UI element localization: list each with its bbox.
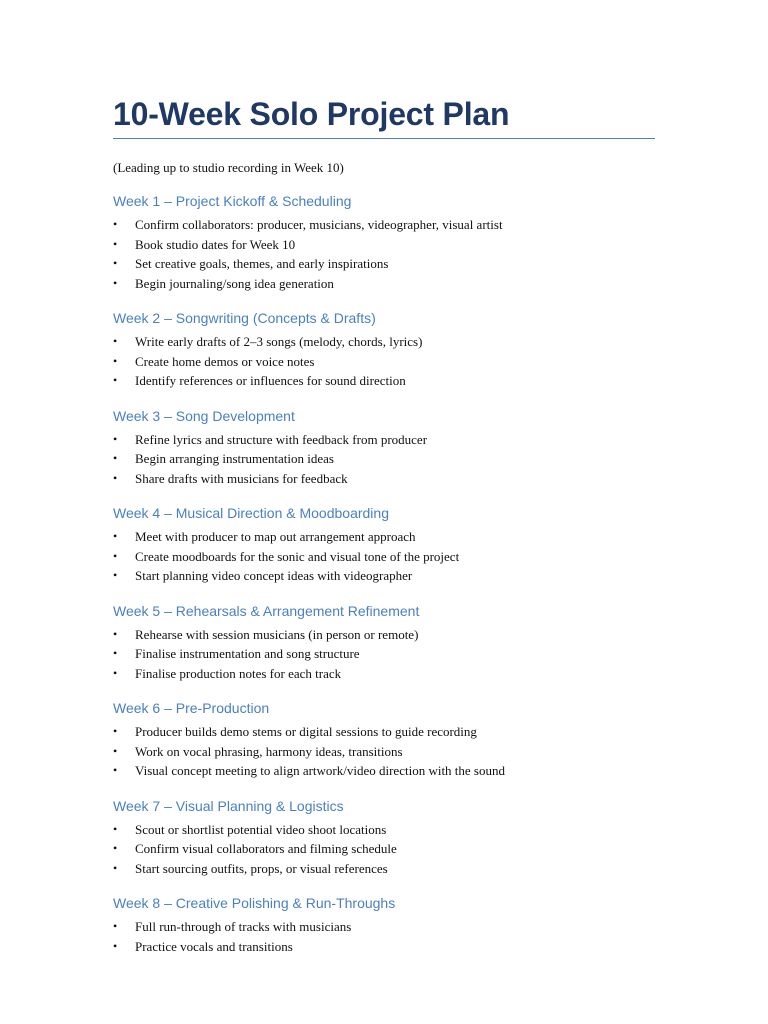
week-heading: Week 5 – Rehearsals & Arrangement Refinement (113, 602, 420, 619)
task-item (113, 235, 655, 255)
task-item (113, 722, 655, 742)
week-section (113, 797, 655, 879)
task-list (113, 430, 655, 489)
week-section (113, 192, 655, 293)
task-item (113, 839, 655, 859)
task-item (113, 937, 655, 957)
task-text: Work on vocal phrasing, harmony ideas, transitions (135, 743, 403, 759)
task-text: Full run-through of tracks with musicians (135, 919, 352, 934)
bullet-icon: • (113, 763, 118, 777)
task-item (113, 371, 655, 391)
task-item (113, 449, 655, 469)
task-item (113, 917, 655, 937)
task-item (113, 254, 655, 274)
bullet-icon: • (113, 256, 118, 270)
bullet-icon: • (113, 860, 118, 875)
bullet-icon: • (113, 743, 118, 758)
bullet-icon: • (113, 373, 118, 387)
bullet-icon: • (113, 724, 118, 738)
week-heading: Week 1 – Project Kickoff & Scheduling (113, 193, 352, 209)
bullet-icon: • (113, 646, 118, 660)
week-section (113, 407, 655, 489)
task-text: Begin arranging instrumentation ideas (135, 451, 334, 466)
weeks-list (113, 192, 655, 956)
document-subtitle: (Leading up to studio recording in Week 10) (113, 160, 344, 175)
bullet-icon: • (113, 938, 118, 953)
bullet-icon: • (113, 431, 118, 446)
task-item (113, 859, 655, 879)
bullet-icon: • (113, 275, 118, 290)
task-text: Begin journaling/song idea generation (135, 275, 334, 291)
bullet-icon: • (113, 821, 118, 836)
task-text: Start sourcing outfits, props, or visual references (135, 860, 388, 876)
task-list (113, 215, 655, 293)
task-list (113, 527, 655, 586)
task-list (113, 722, 655, 781)
task-text: Visual concept meeting to align artwork/video direction with the sound (135, 763, 505, 778)
task-item (113, 215, 655, 235)
task-list (113, 820, 655, 879)
task-text: Book studio dates for Week 10 (135, 236, 296, 252)
task-text: Confirm visual collaborators and filming schedule (135, 841, 397, 856)
task-list (113, 917, 655, 956)
task-text: Refine lyrics and structure with feedback from producer (135, 431, 428, 447)
bullet-icon: • (113, 568, 118, 582)
task-text: Create moodboards for the sonic and visual tone of the project (135, 548, 460, 564)
week-heading: Week 7 – Visual Planning & Logistics (113, 797, 344, 814)
task-item (113, 547, 655, 567)
bullet-icon: • (113, 236, 118, 251)
bullet-icon: • (113, 665, 118, 680)
bullet-icon: • (113, 548, 118, 563)
week-heading: Week 3 – Song Development (113, 407, 295, 424)
task-item (113, 332, 655, 352)
bullet-icon: • (113, 334, 118, 348)
document-page (113, 94, 655, 956)
document-title: 10-Week Solo Project Plan (113, 94, 655, 139)
task-list (113, 332, 655, 391)
task-text: Identify references or influences for sound direction (135, 373, 406, 388)
bullet-icon: • (113, 841, 118, 855)
task-item (113, 352, 655, 372)
bullet-icon: • (113, 451, 118, 465)
task-item (113, 625, 655, 645)
task-text: Share drafts with musicians for feedback (135, 470, 348, 486)
bullet-icon: • (113, 470, 118, 485)
task-text: Scout or shortlist potential video shoot locations (135, 821, 387, 837)
task-text: Practice vocals and transitions (135, 938, 293, 954)
bullet-icon: • (113, 919, 118, 933)
task-text: Finalise production notes for each track (135, 665, 342, 681)
week-section (113, 309, 655, 391)
task-item (113, 430, 655, 450)
task-item (113, 274, 655, 294)
task-text: Producer builds demo stems or digital sessions to guide recording (135, 724, 477, 739)
bullet-icon: • (113, 217, 118, 231)
task-item (113, 566, 655, 586)
task-text: Create home demos or voice notes (135, 353, 315, 369)
bullet-icon: • (113, 353, 118, 368)
week-heading: Week 8 – Creative Polishing & Run-Throughs (113, 895, 396, 911)
task-item (113, 664, 655, 684)
task-item (113, 820, 655, 840)
bullet-icon: • (113, 626, 118, 641)
task-text: Start planning video concept ideas with videographer (135, 568, 413, 583)
week-section (113, 602, 655, 684)
task-item (113, 761, 655, 781)
task-item (113, 644, 655, 664)
task-text: Write early drafts of 2–3 songs (melody, chords, lyrics) (135, 334, 423, 349)
week-section (113, 504, 655, 586)
task-item (113, 469, 655, 489)
week-heading: Week 6 – Pre-Production (113, 700, 270, 716)
task-text: Rehearse with session musicians (in person or remote) (135, 626, 419, 642)
task-item (113, 527, 655, 547)
task-list (113, 625, 655, 684)
week-section (113, 699, 655, 781)
task-item (113, 742, 655, 762)
task-text: Confirm collaborators: producer, musicians, videographer, visual artist (135, 217, 503, 232)
week-heading: Week 4 – Musical Direction & Moodboarding (113, 505, 389, 521)
week-section (113, 894, 655, 956)
task-text: Finalise instrumentation and song structure (135, 646, 360, 661)
task-text: Set creative goals, themes, and early inspirations (135, 256, 389, 271)
task-text: Meet with producer to map out arrangement approach (135, 529, 416, 544)
week-heading: Week 2 – Songwriting (Concepts & Drafts) (113, 310, 376, 326)
bullet-icon: • (113, 529, 118, 543)
